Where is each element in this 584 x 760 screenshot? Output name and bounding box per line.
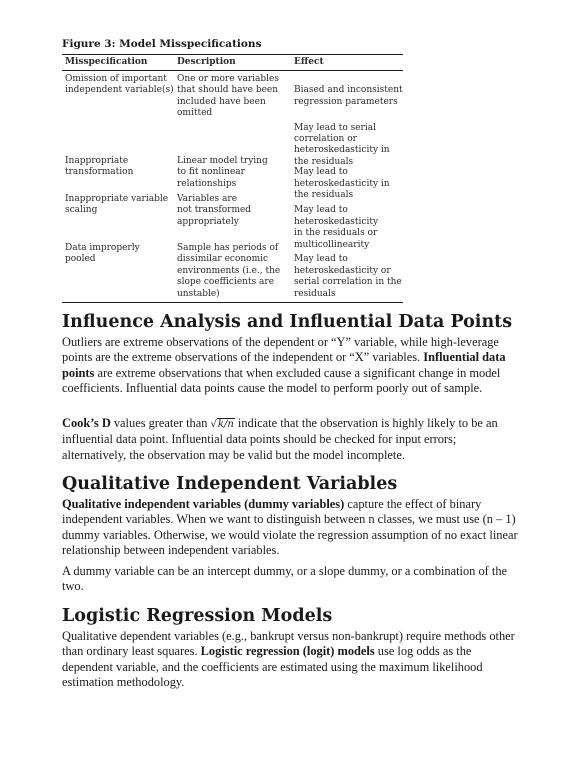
cell-description: Sample has periods of dissimilar economic environments (i.e., the slope coefficients are unstable) [177, 243, 281, 299]
effect-text: May lead to heteroskedasticity in the residuals or multicollinearity [294, 205, 379, 250]
cell-misspecification: Inappropriate variable scaling [65, 194, 169, 216]
paragraph-qualitative-1 [62, 497, 522, 558]
table-header [62, 55, 403, 71]
heading-influence-analysis: Influence Analysis and Influential Data Points [62, 312, 513, 332]
effect-text: May lead to heteroskedasticity or serial correlation in the residuals [294, 254, 402, 299]
cell-misspecification: Inappropriate transformation [65, 156, 134, 178]
effect-text: May lead to serial correlation or heteroskedasticity in the residuals [294, 122, 390, 167]
cell-description: Variables are not transformed appropriately [177, 194, 252, 227]
cell-description: One or more variables that should have been included have been omitted [177, 74, 279, 119]
term-influential-data-points: Influential data points [62, 350, 506, 380]
heading-logistic-regression: Logistic Regression Models [62, 606, 333, 626]
sqrt-k-over-n: √k/n [210, 419, 234, 430]
paragraph-influence-2 [62, 416, 522, 463]
paragraph-influence-1 [62, 335, 522, 396]
heading-qualitative-variables: Qualitative Independent Variables [62, 474, 398, 494]
paragraph-logistic-1 [62, 629, 522, 690]
text-run: indicate that the observation is highly likely to be an influential data point. Influential data points should be checked for input errors; alternatively, the observation may be valid but the model incomplete. [62, 416, 498, 462]
cell-misspecification: Data improperly pooled [65, 243, 140, 265]
text-run: are extreme observations that when excluded cause a significant change in model coefficients. Influential data points cause the model to perform poorly out of sample. [62, 365, 501, 395]
effect-text: Biased and inconsistent regression parameters [294, 85, 403, 107]
header-effect: Effect [294, 56, 324, 67]
cell-misspecification: Omission of important independent variable(s) [65, 74, 174, 96]
paragraph-qualitative-2: A dummy variable can be an intercept dummy, or a slope dummy, or a combination of the two. [62, 564, 508, 594]
term-logit-models: Logistic regression (logit) models [200, 644, 375, 659]
text-run: values greater than [110, 416, 211, 430]
text-run: Qualitative dependent variables (e.g., bankrupt versus non-bankrupt) require methods other than ordinary least squares. [62, 629, 515, 659]
cell-effect [292, 243, 403, 311]
figure-title: Figure 3: Model Misspecifications [62, 38, 262, 50]
table-row [62, 243, 403, 302]
table-row [62, 156, 403, 201]
cell-description: Linear model trying to fit nonlinear relationships [177, 156, 268, 189]
term-cooks-d: Cook’s D [62, 416, 111, 430]
table-row [62, 194, 403, 250]
effect-text: May lead to heteroskedasticity in the residuals [294, 167, 390, 201]
text-run: use log odds as the dependent variable, and the coefficients are estimated using the maximum likelihood estimation methodology. [62, 644, 483, 689]
misspecification-table [62, 54, 403, 303]
term-dummy-variables: Qualitative independent variables (dummy variables) [62, 497, 345, 511]
header-description: Description [177, 56, 236, 67]
header-misspecification: Misspecification [65, 56, 148, 67]
text-run: capture the effect of binary independent variables. When we want to distinguish between n classes, we must use (n – 1) dummy variables. Otherwise, we would violate the regression assumption of no exact linear relationship between independent variables. [62, 497, 518, 557]
text-run: Outliers are extreme observations of the dependent or “Y” variable, while high-leverage points are the extreme observations of the independent or “X” variables. [62, 335, 499, 365]
radicand: k/n [217, 419, 234, 430]
